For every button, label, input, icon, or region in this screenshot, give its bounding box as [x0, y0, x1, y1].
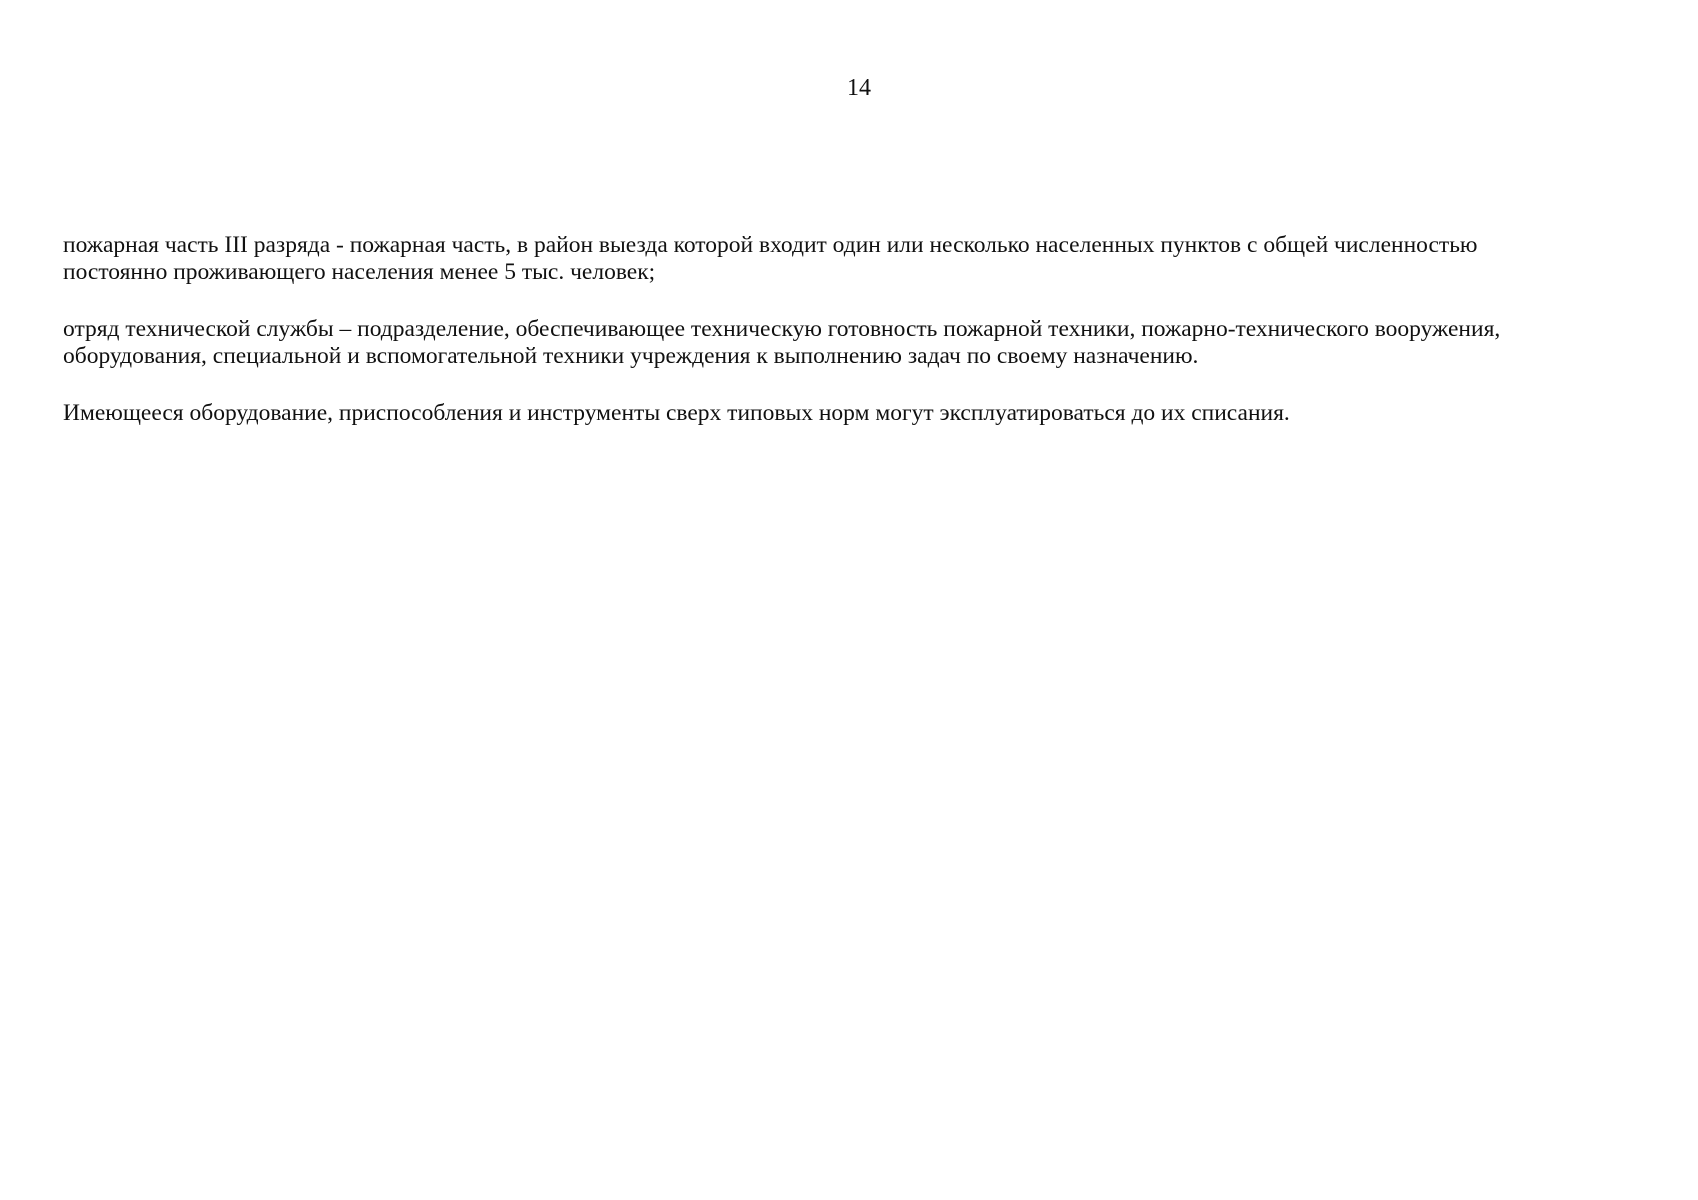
document-body — [63, 232, 1648, 457]
note-existing-equipment — [63, 400, 1648, 427]
definition-technical-service-unit — [63, 316, 1648, 370]
paragraph-line: Имеющееся оборудование, приспособления и инструменты сверх типовых норм могут эксплуатироваться до их списания. — [63, 400, 1290, 426]
paragraph-line: постоянно проживающего населения менее 5 тыс. человек; — [63, 259, 656, 285]
paragraph-line: пожарная часть III разряда - пожарная часть, в район выезда которой входит один или несколько населенных пунктов с общей численностью — [63, 232, 1478, 258]
definition-fire-station-class-3 — [63, 232, 1648, 286]
paragraph-line: отряд технической службы – подразделение, обеспечивающее техническую готовность пожарной техники, пожарно-технического вооружения, — [63, 316, 1501, 342]
paragraph-line: оборудования, специальной и вспомогательной техники учреждения к выполнению задач по своему назначению. — [63, 343, 1199, 369]
page-number: 14 — [847, 75, 871, 101]
